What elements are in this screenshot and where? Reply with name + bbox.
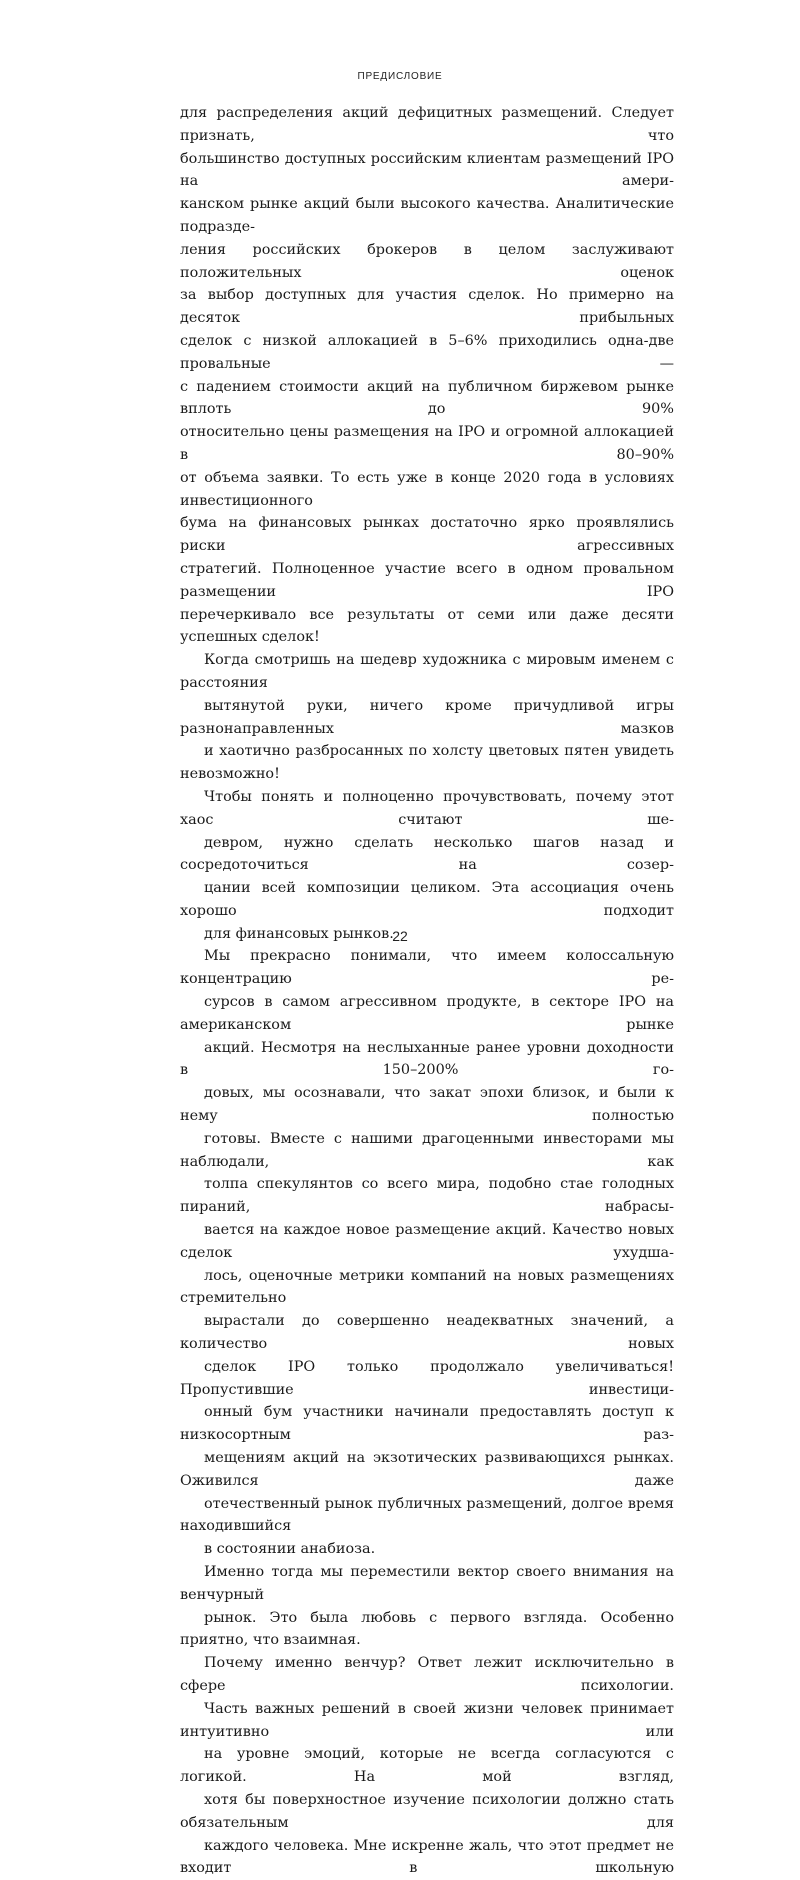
paragraph-line: на уровне эмоций, которые не всегда согласуются с логикой. На мой взгляд, — [180, 1746, 674, 1786]
paragraph-line: для финансовых рынков. — [204, 925, 394, 942]
paragraph-line: перечеркивало все результаты от семи или даже десяти успешных сделок! — [180, 606, 674, 646]
paragraph-line: в состоянии анабиоза. — [204, 1541, 376, 1558]
paragraph-line: большинство доступных российским клиентам размещений IPO на амери- — [180, 150, 674, 190]
paragraph-line: мещениям акций на экзотических развивающихся рынках. Оживился даже — [180, 1450, 674, 1489]
paragraph-line: Мы прекрасно понимали, что имеем колоссальную концентрацию ре- — [180, 948, 674, 988]
paragraph-line: отечественный рынок публичных размещений, долгое время находившийся — [180, 1495, 674, 1535]
paragraph — [180, 945, 674, 1561]
paragraph-line: вытянутой руки, ничего кроме причудливой игры разнонаправленных мазков — [180, 697, 674, 737]
paragraph-line: вырастали до совершенно неадекватных значений, а количество новых — [180, 1313, 674, 1353]
running-header: ПРЕДИСЛОВИЕ — [357, 71, 443, 82]
paragraph-line: хотя бы поверхностное изучение психологии должно стать обязательным для — [180, 1791, 674, 1831]
paragraph-line: Именно тогда мы переместили вектор своего внимания на венчурный — [180, 1564, 674, 1603]
paragraph-line: лось, оценочные метрики компаний на новых размещениях стремительно — [180, 1267, 674, 1307]
paragraph-line: сурсов в самом агрессивном продукте, в секторе IPO на американском рынке — [180, 994, 674, 1033]
paragraph-line: для распределения акций дефицитных размещений. Следует признать, что — [180, 105, 674, 144]
paragraph-line: девром, нужно сделать несколько шагов назад и сосредоточиться на созер- — [180, 834, 674, 874]
paragraph — [180, 1561, 674, 1652]
paragraph-line: за выбор доступных для участия сделок. Но примерно на десяток прибыльных — [180, 287, 674, 327]
paragraph-line: Часть важных решений в своей жизни человек принимает интуитивно или — [180, 1700, 674, 1740]
paragraph-line: стратегий. Полноценное участие всего в одном провальном размещении IPO — [180, 560, 674, 600]
paragraph-line: цании всей композиции целиком. Эта ассоциация очень хорошо подходит — [180, 880, 674, 919]
paragraph-line: сделок IPO только продолжало увеличиваться! Пропустившие инвестици- — [180, 1358, 674, 1398]
page-number: 22 — [392, 928, 408, 944]
paragraph-line: бума на финансовых рынках достаточно ярко проявлялись риски агрессивных — [180, 515, 674, 555]
paragraph — [180, 1652, 674, 1880]
paragraph-line: Когда смотришь на шедевр художника с мировым именем с расстояния — [180, 652, 674, 691]
paragraph-line: рынок. Это была любовь с первого взгляда. Особенно приятно, что взаимная. — [180, 1609, 674, 1649]
paragraph-line: довых, мы осознавали, что закат эпохи близок, и были к нему полностью — [180, 1085, 674, 1125]
paragraph-line: Чтобы понять и полноценно прочувствовать, почему этот хаос считают ше- — [180, 788, 674, 828]
paragraph — [180, 649, 674, 945]
paragraph-line: от объема заявки. То есть уже в конце 2020 года в условиях инвестиционного — [180, 469, 674, 509]
paragraph-line: относительно цены размещения на IPO и огромной аллокацией в 80–90% — [180, 424, 674, 463]
body-text — [180, 102, 674, 1880]
paragraph — [180, 102, 674, 649]
paragraph-line: вается на каждое новое размещение акций. Качество новых сделок ухудша- — [180, 1222, 674, 1261]
paragraph-line: и хаотично разбросанных по холсту цветовых пятен увидеть невозможно! — [180, 743, 674, 783]
paragraph-line: канском рынке акций были высокого качества. Аналитические подразде- — [180, 196, 674, 235]
paragraph-line: сделок с низкой аллокацией в 5–6% приходились одна-две провальные — — [180, 332, 674, 372]
paragraph-line: толпа спекулянтов со всего мира, подобно стае голодных пираний, набрасы- — [180, 1176, 674, 1216]
paragraph-line: Почему именно венчур? Ответ лежит исключительно в сфере психологии. — [180, 1655, 674, 1694]
paragraph-line: с падением стоимости акций на публичном биржевом рынке вплоть до 90% — [180, 378, 674, 418]
paragraph-line: ления российских брокеров в целом заслуживают положительных оценок — [180, 241, 674, 281]
paragraph-line: готовы. Вместе с нашими драгоценными инвесторами мы наблюдали, как — [180, 1130, 674, 1170]
paragraph-line: онный бум участники начинали предоставлять доступ к низкосортным раз- — [180, 1404, 674, 1444]
paragraph-line: каждого человека. Мне искренне жаль, что этот предмет не входит в школьную — [180, 1837, 674, 1877]
paragraph-line: акций. Несмотря на неслыханные ранее уровни доходности в 150–200% го- — [180, 1039, 674, 1079]
